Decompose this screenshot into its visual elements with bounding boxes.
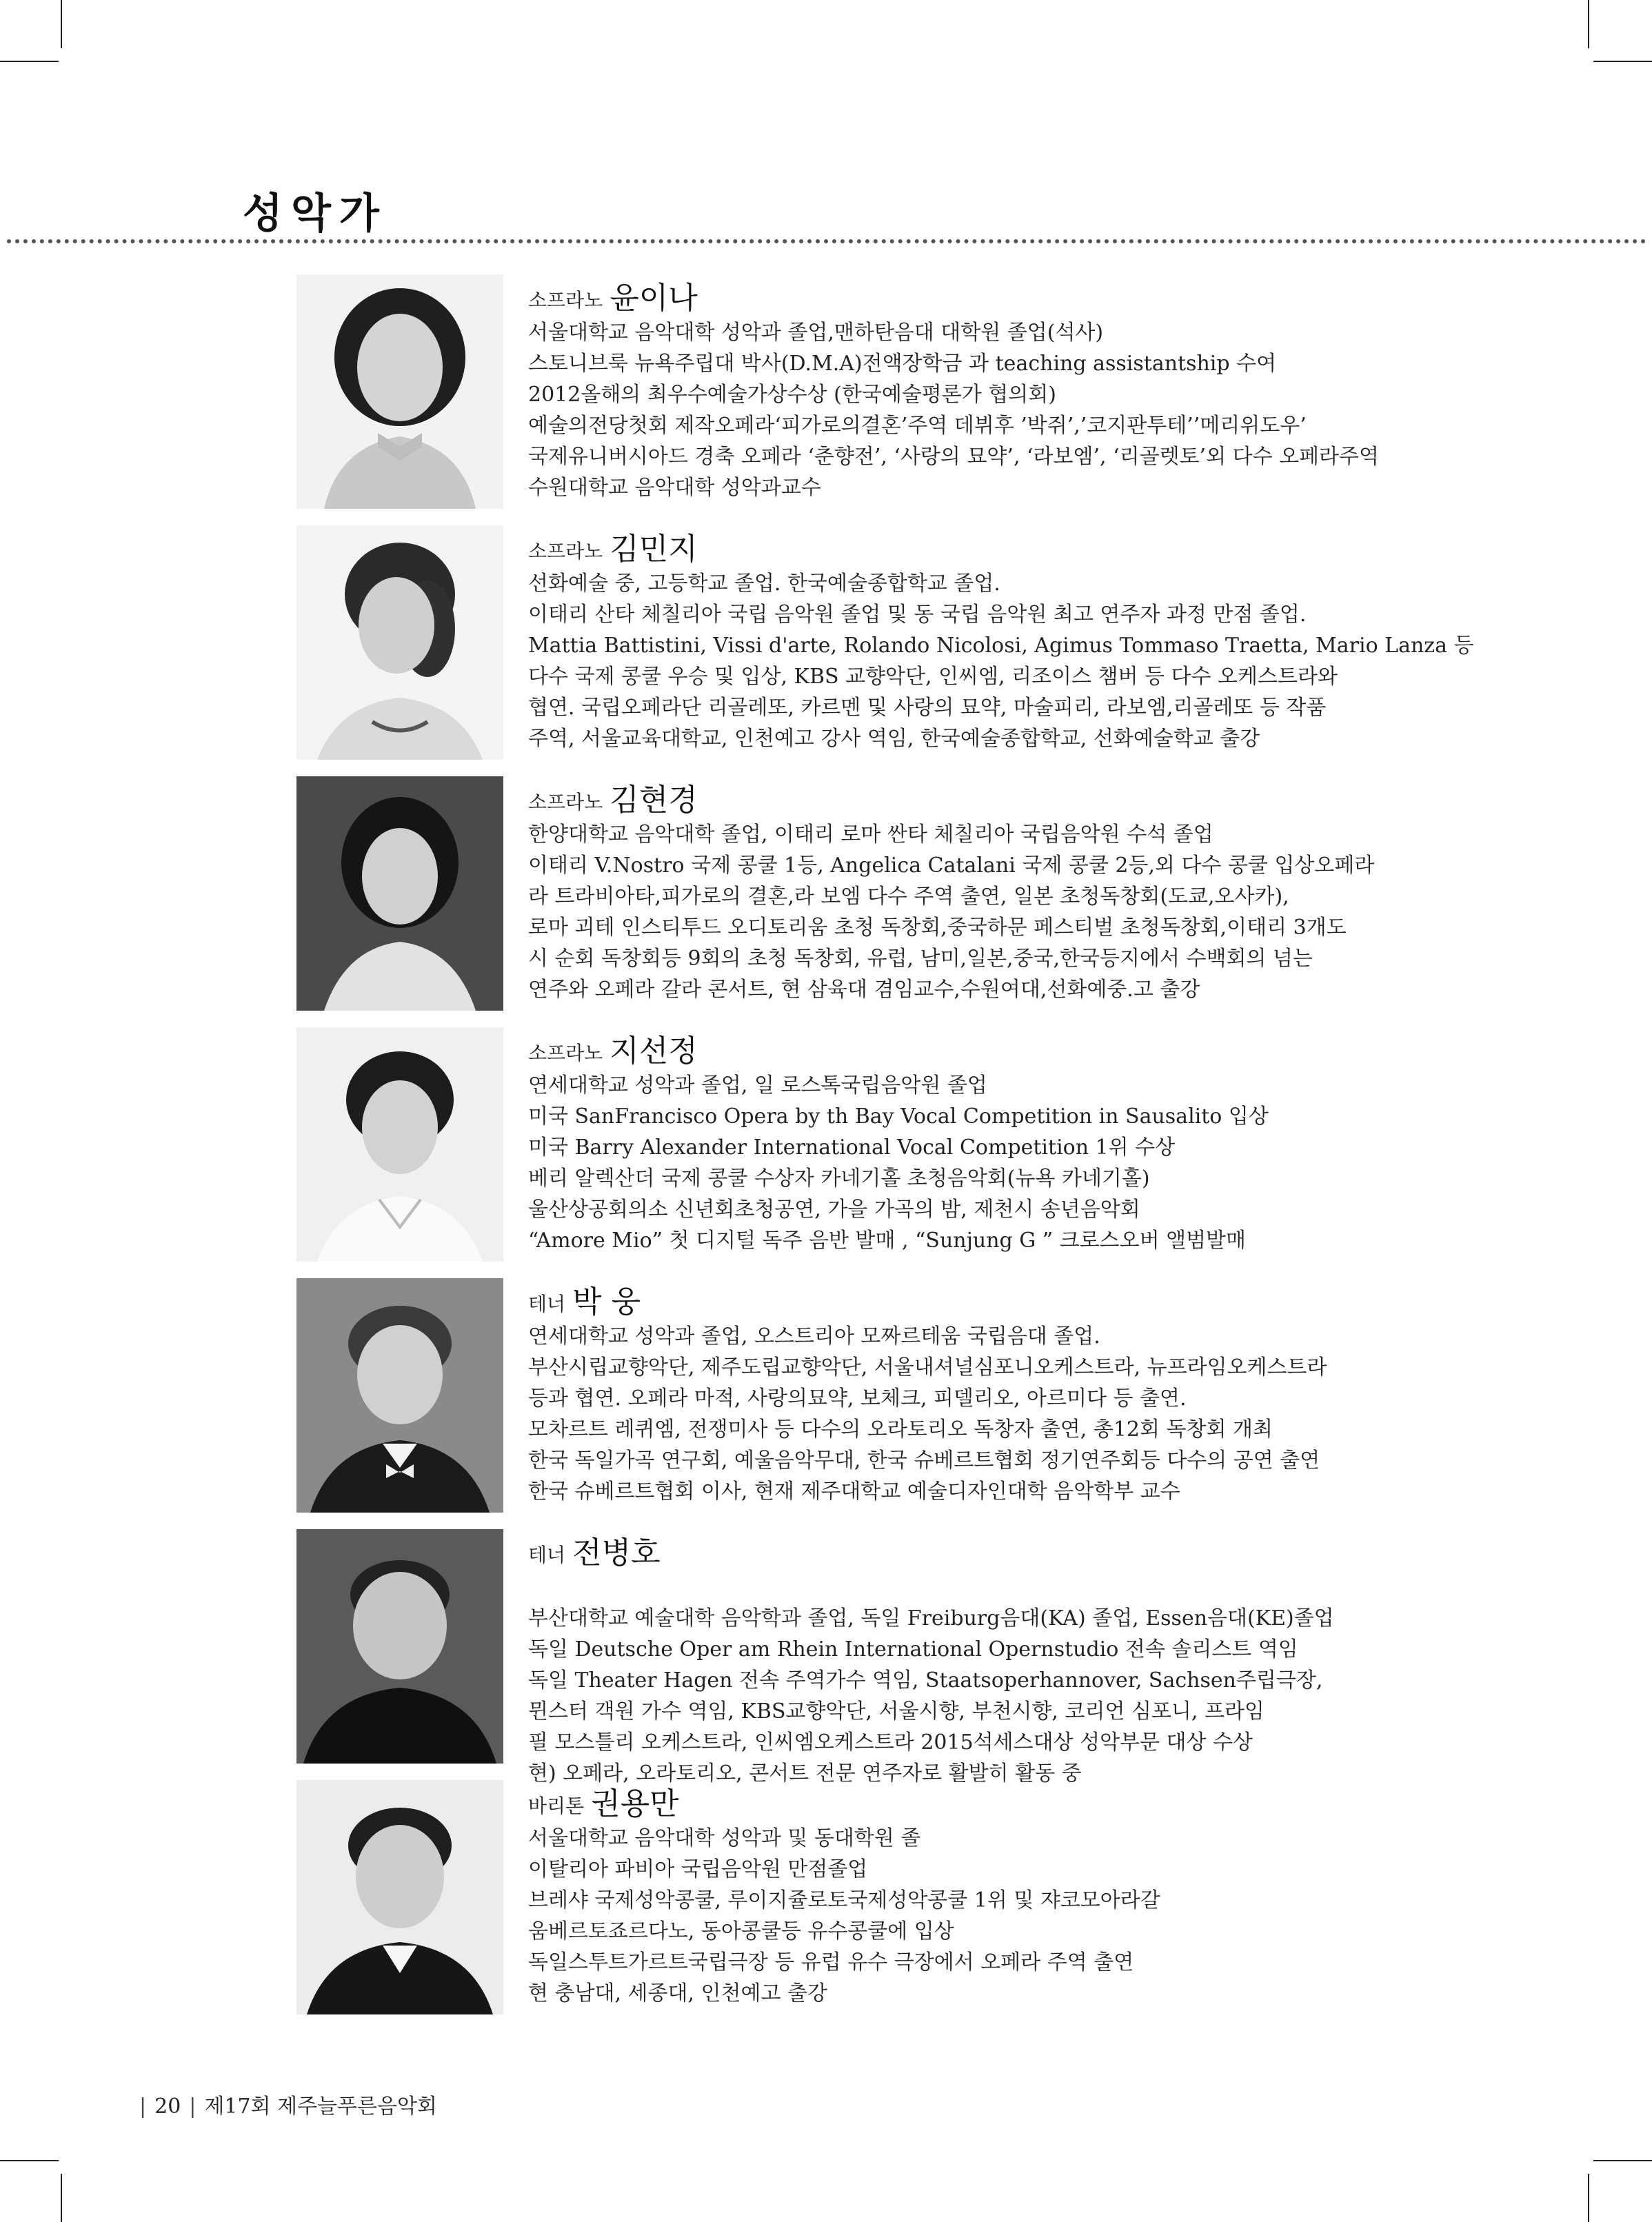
bio-lines: [528, 819, 1576, 1005]
bio-line: 이태리 산타 체칠리아 국립 음악원 졸업 및 동 국립 음악원 최고 연주자 과정 만점 졸업.: [528, 603, 1307, 627]
bio-line: 뮌스터 객원 가수 역임, KBS교향악단, 서울시향, 부천시향, 코리언 심포니, 프라임: [528, 1699, 1265, 1724]
bio-line: 현) 오페라, 오라토리오, 콘서트 전문 연주자로 활발히 활동 중: [528, 1761, 1082, 1786]
singer-name: 김민지: [610, 532, 698, 567]
portrait-photo: [296, 274, 503, 509]
portrait-image-icon: [296, 1780, 503, 2014]
bio-line: 등과 협연. 오페라 마적, 사랑의묘약, 보체크, 피델리오, 아르미다 등 출연.: [528, 1386, 1187, 1411]
portrait-photo: [296, 1278, 503, 1513]
bio-line: 독일 Theater Hagen 전속 주역가수 역임, Staatsoperhannover, Sachsen주립극장,: [528, 1668, 1323, 1693]
portrait-image-icon: [296, 274, 503, 509]
portrait-image-icon: [296, 1027, 503, 1262]
singer-name: 김현경: [610, 782, 698, 818]
voice-type: 소프라노: [528, 540, 603, 563]
portrait-image-icon: [296, 1278, 503, 1513]
voice-type: 바리톤: [528, 1795, 585, 1817]
section-title: 성악가: [243, 190, 387, 238]
dotted-divider: [7, 239, 1646, 243]
bio-line: 한국 슈베르트협회 이사, 현재 제주대학교 예술디자인대학 음악학부 교수: [528, 1479, 1180, 1504]
portrait-photo: [296, 1780, 503, 2014]
footer-separator: |: [189, 2094, 197, 2119]
voice-type: 소프라노: [528, 1042, 603, 1064]
profile-card: [296, 1027, 1579, 1266]
bio-line: 미국 Barry Alexander International Vocal Competition 1위 수상: [528, 1135, 1176, 1160]
portrait-photo: [296, 1529, 503, 1764]
bio-line: 미국 SanFrancisco Opera by th Bay Vocal Competition in Sausalito 입상: [528, 1104, 1269, 1129]
bio-line: 현 충남대, 세종대, 인천예고 출강: [528, 1981, 827, 2006]
bio-line: 라 트라비아타,피가로의 결혼,라 보엠 다수 주역 출연, 일본 초청독창회(도쿄,오사카),: [528, 885, 1289, 909]
bio-line: 협연. 국립오페라단 리골레또, 카르멘 및 사랑의 묘약, 마술피리, 라보엠,리골레또 등 작품: [528, 696, 1327, 720]
profile-card: [296, 1780, 1579, 2019]
page-footer: [131, 2089, 437, 2119]
crop-mark: [1588, 0, 1589, 48]
voice-type: 테너: [528, 1544, 566, 1566]
bio-line: 필 모스틀리 오케스트라, 인씨엠오케스트라 2015석세스대상 성악부문 대상 수상: [528, 1730, 1253, 1755]
singer-name: 지선정: [610, 1033, 698, 1069]
crop-mark: [61, 2174, 62, 2222]
portrait-photo: [296, 1027, 503, 1262]
bio-line: 국제유니버시아드 경축 오페라 ‘춘향전’, ‘사랑의 묘약’, ‘라보엠’, ‘리골렛토’외 다수 오페라주역: [528, 445, 1380, 469]
bio-line: 이탈리아 파비아 국립음악원 만점졸업: [528, 1857, 868, 1881]
portrait-image-icon: [296, 1529, 503, 1764]
bio-line: 스토니브룩 뉴욕주립대 박사(D.M.A)전액장학금 과 teaching assistantship 수여: [528, 352, 1277, 376]
bio-line: 서울대학교 음악대학 성악과 및 동대학원 졸: [528, 1826, 921, 1850]
bio-line: 독일스투트가르트국립극장 등 유럽 유수 극장에서 오페라 주역 출연: [528, 1950, 1134, 1974]
bio-line: 주역, 서울교육대학교, 인천예고 강사 역임, 한국예술종합학교, 선화예술학교 출강: [528, 727, 1260, 751]
bio-line: 2012올해의 최우수예술가상수상 (한국예술평론가 협의회): [528, 383, 1056, 407]
footer-separator: |: [139, 2094, 147, 2119]
bio-line: 한양대학교 음악대학 졸업, 이태리 로마 싼타 체칠리아 국립음악원 수석 졸업: [528, 822, 1213, 847]
singer-name: 전병호: [572, 1535, 661, 1570]
bio-line: 연세대학교 성악과 졸업, 일 로스톡국립음악원 졸업: [528, 1073, 987, 1098]
portrait-photo: [296, 525, 503, 760]
bio-line: 연주와 오페라 갈라 콘서트, 현 삼육대 겸임교수,수원여대,선화예중.고 출강: [528, 978, 1200, 1002]
bio-line: 시 순회 독창회등 9회의 초청 독창회, 유럽, 남미,일본,중국,한국등지에서 수백회의 넘는: [528, 947, 1313, 971]
bio-line: Mattia Battistini, Vissi d'arte, Rolando Nicolosi, Agimus Tommaso Traetta, Mario Lanza 등: [528, 634, 1474, 658]
portrait-photo: [296, 776, 503, 1011]
crop-mark: [0, 2160, 59, 2161]
bio-lines: [528, 1823, 1576, 2009]
portrait-image-icon: [296, 525, 503, 760]
crop-mark: [61, 0, 62, 48]
profile-card: [296, 1278, 1579, 1517]
bio-line: “Amore Mio” 첫 디지털 독주 음반 발매 , “Sunjung G ” 크로스오버 앨범발매: [528, 1229, 1247, 1253]
bio-line: 로마 괴테 인스티투드 오디토리움 초청 독창회,중국하문 페스티벌 초청독창회,이태리 3개도: [528, 916, 1347, 940]
crop-mark: [1588, 2174, 1589, 2222]
bio-lines: [528, 317, 1576, 503]
singer-name: 박 웅: [572, 1284, 641, 1320]
voice-type: 소프라노: [528, 791, 603, 814]
profile-card: [296, 274, 1579, 513]
singer-name: 권용만: [591, 1786, 679, 1821]
bio-lines: [528, 568, 1576, 754]
singer-name: 윤이나: [610, 281, 698, 316]
bio-line: 수원대학교 음악대학 성악과교수: [528, 476, 821, 500]
voice-type: 소프라노: [528, 289, 603, 312]
bio-line: 다수 국제 콩쿨 우승 및 입상, KBS 교향악단, 인씨엠, 리조이스 챔버 등 다수 오케스트라와: [528, 665, 1338, 689]
portrait-image-icon: [296, 776, 503, 1011]
crop-mark: [0, 61, 59, 62]
bio-lines: [528, 1572, 1576, 1789]
bio-line: 이태리 V.Nostro 국제 콩쿨 1등, Angelica Catalani 국제 콩쿨 2등,외 다수 콩쿨 입상오페라: [528, 854, 1375, 878]
bio-line: 부산시립교향악단, 제주도립교향악단, 서울내셔널심포니오케스트라, 뉴프라임오케스트라: [528, 1355, 1327, 1380]
bio-line: 울산상공회의소 신년회초청공연, 가을 가곡의 밤, 제천시 송년음악회: [528, 1198, 1140, 1222]
event-title: 제17회 제주늘푸른음악회: [204, 2094, 437, 2119]
voice-type: 테너: [528, 1293, 566, 1315]
bio-line: 선화예술 중, 고등학교 졸업. 한국예술종합학교 졸업.: [528, 572, 1000, 596]
profile-card: [296, 1529, 1579, 1786]
bio-line: 서울대학교 음악대학 성악과 졸업,맨하탄음대 대학원 졸업(석사): [528, 321, 1104, 345]
bio-line: [528, 1572, 1576, 1603]
profile-card: [296, 525, 1579, 764]
bio-line: 모차르트 레퀴엠, 전쟁미사 등 다수의 오라토리오 독창자 출연, 총12회 독창회 개최: [528, 1417, 1273, 1442]
bio-line: 움베르토죠르다노, 동아콩쿨등 유수콩쿨에 입상: [528, 1919, 954, 1943]
profile-card: [296, 776, 1579, 1015]
bio-line: 연세대학교 성악과 졸업, 오스트리아 모짜르테움 국립음대 졸업.: [528, 1324, 1100, 1349]
bio-lines: [528, 1321, 1576, 1507]
bio-line: 한국 독일가곡 연구회, 예울음악무대, 한국 슈베르트협회 정기연주회등 다수의 공연 출연: [528, 1448, 1320, 1473]
bio-line: 브레샤 국제성악콩쿨, 루이지쥴로토국제성악콩쿨 1위 및 쟈코모아라갈: [528, 1888, 1160, 1912]
bio-lines: [528, 1070, 1576, 1256]
crop-mark: [1593, 61, 1652, 62]
crop-mark: [1593, 2160, 1652, 2161]
bio-line: 부산대학교 예술대학 음악학과 졸업, 독일 Freiburg음대(KA) 졸업, Essen음대(KE)졸업: [528, 1606, 1334, 1630]
page-number: 20: [154, 2094, 181, 2119]
bio-line: 독일 Deutsche Oper am Rhein International Opernstudio 전속 솔리스트 역임: [528, 1637, 1298, 1662]
bio-line: 예술의전당첫회 제작오페라‘피가로의결혼’주역 데뷔후 ’박쥐’,’코지판투테’’메리위도우’: [528, 414, 1307, 438]
bio-line: 베리 알렉산더 국제 콩쿨 수상자 카네기홀 초청음악회(뉴욕 카네기홀): [528, 1166, 1150, 1191]
